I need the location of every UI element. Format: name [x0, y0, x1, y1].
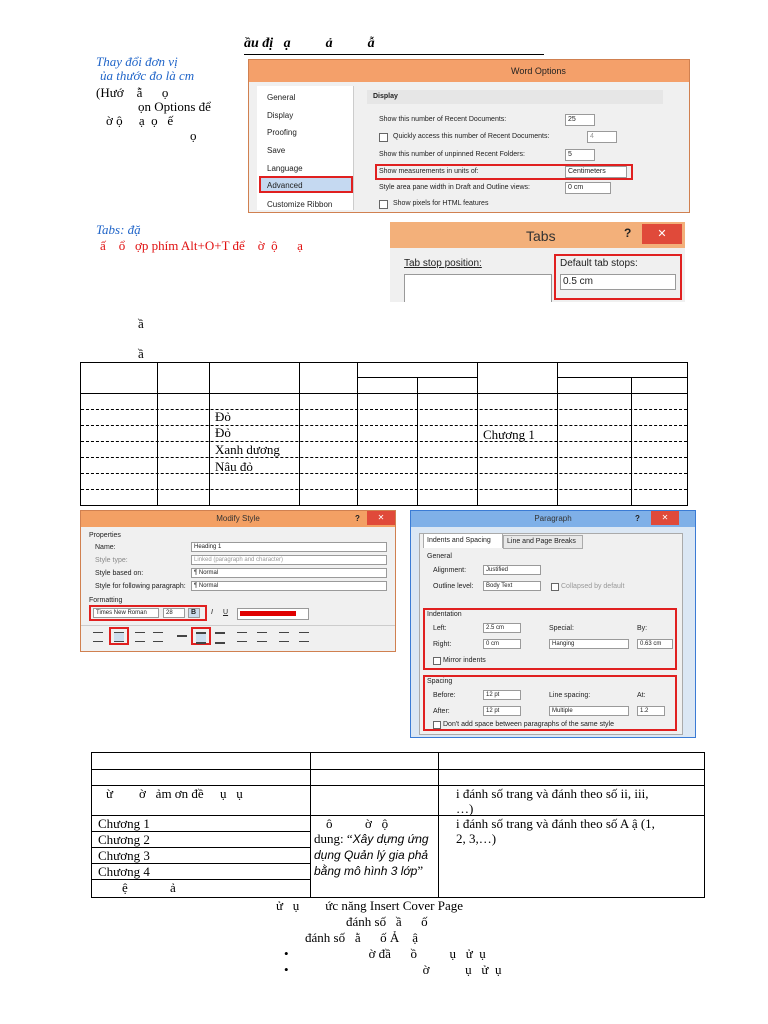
table-cell: Đỏ	[215, 425, 231, 440]
dont-add-space-label: Don't add space between paragraphs of the same style	[443, 721, 614, 728]
default-tab-stops-input[interactable]: 0.5 cm	[560, 274, 676, 290]
chapter-cell: Chương 4	[98, 864, 150, 879]
align-center-icon[interactable]	[93, 632, 103, 642]
left-label: Left:	[433, 625, 447, 632]
sidebar-item-save[interactable]: Save	[267, 146, 286, 155]
option-label: Show pixels for HTML features	[393, 200, 489, 207]
modify-style-title: Modify Style	[81, 511, 395, 527]
indentation-heading: Indentation	[427, 611, 462, 618]
special-select[interactable]: Hanging	[549, 639, 629, 649]
tab-stop-position-label: Tab stop position:	[404, 258, 482, 269]
outline-select[interactable]: Body Text	[483, 581, 541, 591]
word-options-dialog	[248, 59, 690, 213]
following-label: Style for following paragraph:	[95, 583, 186, 590]
quick-access-checkbox[interactable]	[379, 133, 388, 142]
style-area-width-field[interactable]: 0 cm	[565, 182, 611, 194]
align-right-icon[interactable]	[135, 632, 145, 642]
sidebar-item-language[interactable]: Language	[267, 164, 303, 173]
decrease-indent-icon[interactable]	[279, 632, 289, 642]
after-input[interactable]: 12 pt	[483, 706, 521, 716]
bullet-item: • ờ ụ ử ụ	[284, 962, 502, 977]
alignment-select[interactable]: Justified	[483, 565, 541, 575]
table-cell: Chương 1	[483, 427, 535, 442]
at-input[interactable]: 1.2	[637, 706, 665, 716]
help-icon[interactable]: ?	[355, 514, 360, 523]
close-button[interactable]: ✕	[651, 511, 679, 525]
line-spacing-icon[interactable]	[196, 632, 206, 644]
collapsed-label: Collapsed by default	[561, 583, 625, 590]
tab-stop-position-list[interactable]	[404, 274, 552, 302]
table-cell: Đỏ	[215, 409, 231, 424]
tab-indents-spacing[interactable]	[423, 533, 503, 548]
sidebar-item-proofing[interactable]: Proofing	[267, 128, 297, 137]
after-label: After:	[433, 708, 450, 715]
close-button[interactable]: ✕	[367, 511, 395, 525]
table-cell: i đánh số trang và đánh theo số ii, iii, …)	[456, 786, 649, 816]
at-label: At:	[637, 692, 646, 699]
option-label: Quickly access this number of Recent Documents:	[393, 133, 550, 140]
spacing-heading: Spacing	[427, 678, 453, 685]
outline-label: Outline level:	[433, 583, 474, 590]
style-table	[80, 362, 688, 506]
chapter-cell: Chương 1	[98, 816, 150, 831]
sidebar-item-label: Advanced	[267, 181, 303, 190]
footer-line: đánh số ầ ố	[346, 914, 428, 929]
before-input[interactable]: 12 pt	[483, 690, 521, 700]
document-heading: ầu đị ạ ả ẫ	[244, 36, 544, 55]
line-spacing-select[interactable]: Multiple	[549, 706, 629, 716]
tab-label: Line and Page Breaks	[507, 538, 576, 545]
based-on-select[interactable]: ¶ Normal	[191, 568, 387, 578]
close-button[interactable]: ✕	[642, 224, 682, 244]
special-label: Special:	[549, 625, 574, 632]
sidebar-item-general[interactable]: General	[267, 93, 296, 102]
tab-label: Indents and Spacing	[427, 537, 491, 544]
table-cell: Xanh dương	[215, 442, 280, 457]
mirror-indents-label: Mirror indents	[443, 657, 486, 664]
tabs-dialog	[390, 222, 685, 302]
table-cell: Nâu đỏ	[215, 459, 253, 474]
sidebar-item-customize-ribbon[interactable]: Customize Ribbon	[267, 200, 333, 209]
word-options-title: Word Options	[511, 66, 566, 76]
note-line: ầ	[138, 316, 144, 331]
bullet-text: ờ ụ ử ụ	[422, 962, 502, 977]
layout-table	[91, 752, 705, 898]
paragraph-title: Paragraph	[411, 511, 695, 527]
note-line: ầ	[138, 346, 144, 361]
section1-subtitle: ủa thước đo là cm	[100, 68, 195, 83]
section2-instruction: ấ ổ ợp phím Alt+O+T để ờ ộ ạ	[100, 238, 303, 253]
following-select[interactable]: ¶ Normal	[191, 581, 387, 591]
measurement-units-select[interactable]: Centimeters	[565, 166, 627, 178]
section1-instruction: (Hướ ẫ ọ	[96, 85, 169, 100]
increase-indent-icon[interactable]	[299, 632, 309, 642]
footer-line: đánh số ằ ố Ả ậ	[305, 930, 419, 945]
properties-heading: Properties	[89, 532, 121, 539]
style-type-select[interactable]: Linked (paragraph and character)	[191, 555, 387, 565]
double-spacing-icon[interactable]	[215, 632, 225, 644]
based-on-label: Style based on:	[95, 570, 144, 577]
indent-icon[interactable]	[237, 632, 247, 642]
bold-button[interactable]: B	[188, 608, 200, 618]
align-left-icon[interactable]	[114, 632, 124, 642]
section1-title: Thay đổi đơn vị	[96, 54, 178, 69]
sidebar-item-display[interactable]: Display	[267, 111, 294, 120]
table-cell: i đánh số trang và đánh theo số A ậ (1, 2, 3,…)	[456, 816, 655, 846]
table-cell: ừ ờ ảm ơn đề ụ ụ	[106, 786, 243, 801]
font-select[interactable]: Times New Roman	[93, 608, 159, 618]
chapter-cell: Chương 2	[98, 832, 150, 847]
style-name-input[interactable]: Heading 1	[191, 542, 387, 552]
justify-icon[interactable]	[153, 632, 163, 642]
formatting-heading: Formatting	[89, 597, 123, 604]
section1-instruction: ọ	[190, 128, 197, 143]
paragraph-dialog	[410, 510, 696, 738]
option-label: Style area pane width in Draft and Outline views:	[379, 184, 530, 191]
outdent-icon[interactable]	[257, 632, 267, 642]
tabs-dialog-title: Tabs	[526, 228, 556, 244]
chapter-cell: Chương 3	[98, 848, 150, 863]
right-label: Right:	[433, 641, 452, 648]
bullet-item: • ờ đầ ồ ụ ử ụ	[284, 946, 486, 961]
default-tab-stops-label: Default tab stops:	[560, 258, 638, 269]
recent-documents-field[interactable]: 25	[565, 114, 595, 126]
cell-text: dung: “	[314, 831, 353, 846]
help-icon[interactable]: ?	[624, 226, 632, 240]
left-indent-input[interactable]: 2.5 cm	[483, 623, 521, 633]
by-input[interactable]: 0.63 cm	[637, 639, 673, 649]
dont-add-space-checkbox[interactable]	[433, 721, 441, 729]
name-label: Name:	[95, 544, 116, 551]
footer-line: ử ụ ức năng Insert Cover Page	[276, 898, 464, 913]
option-label: Show measurements in units of:	[379, 168, 479, 175]
tab-line-page-breaks[interactable]	[503, 535, 583, 549]
italic-button[interactable]: I	[211, 609, 213, 616]
font-color-select[interactable]	[237, 608, 309, 620]
font-size-select[interactable]: 28	[163, 608, 185, 618]
sidebar-item-advanced[interactable]	[259, 176, 353, 193]
before-label: Before:	[433, 692, 456, 699]
quick-access-field[interactable]: 4	[587, 131, 617, 143]
single-spacing-icon[interactable]	[177, 635, 187, 637]
pixels-html-checkbox[interactable]	[379, 200, 388, 209]
chapter-cell: ệ ả	[122, 880, 176, 895]
collapsed-checkbox[interactable]	[551, 583, 559, 591]
option-label: Show this number of Recent Documents:	[379, 116, 507, 123]
by-label: By:	[637, 625, 648, 632]
section1-instruction: ọn Options để	[138, 99, 211, 114]
option-label: Show this number of unpinned Recent Folders:	[379, 151, 525, 158]
general-heading: General	[427, 553, 452, 560]
section-display: Display	[373, 93, 398, 100]
modify-style-dialog	[80, 510, 396, 652]
cell-text: ô ờ ộ	[326, 816, 389, 831]
section2-title: Tabs: đặ	[96, 222, 141, 237]
bullet-text: ờ đầ ồ ụ ử ụ	[368, 946, 486, 961]
style-type-label: Style type:	[95, 557, 128, 564]
section1-instruction: ờ ộ ạ ọ ế	[106, 113, 174, 128]
alignment-label: Alignment:	[433, 567, 467, 574]
unpinned-folders-field[interactable]: 5	[565, 149, 595, 161]
mirror-indents-checkbox[interactable]	[433, 657, 441, 665]
right-indent-input[interactable]: 0 cm	[483, 639, 521, 649]
help-icon[interactable]: ?	[635, 514, 640, 523]
cell-italic-text: Xây dựng ứng dụng Quản lý gia phả bằng mô hình 3 lớp	[314, 832, 429, 878]
cell-text: ”	[417, 863, 424, 878]
table-cell	[314, 816, 436, 879]
line-spacing-label: Line spacing:	[549, 692, 591, 699]
underline-button[interactable]: U	[223, 609, 229, 616]
